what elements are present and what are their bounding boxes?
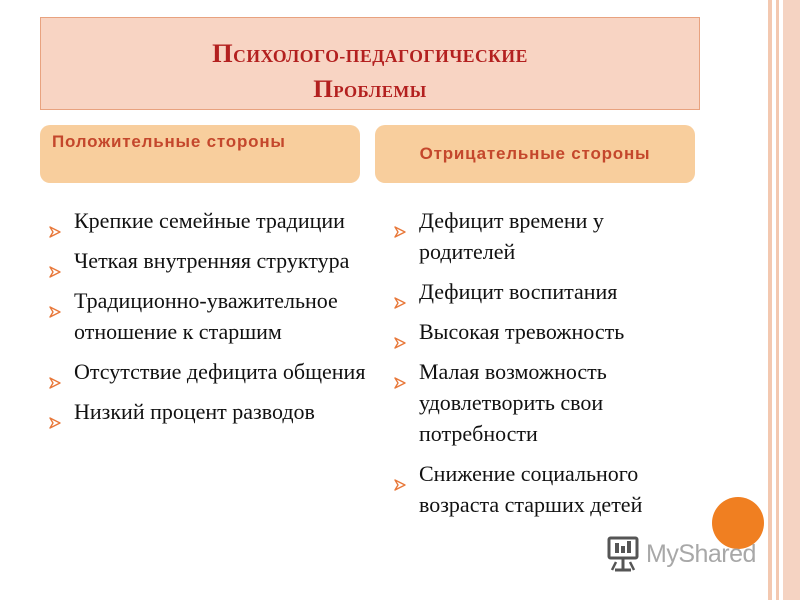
presentation-board-icon (606, 536, 640, 572)
list-item (48, 396, 368, 427)
arrowhead-bullet-icon (49, 255, 61, 267)
title-box (40, 17, 700, 110)
negative-sides-header-label: Отрицательные стороны (419, 144, 651, 163)
arrowhead-bullet-icon (394, 468, 406, 480)
negative-sides-list (393, 205, 703, 529)
arrowhead-bullet-icon (49, 215, 61, 227)
negative-sides-header (375, 125, 695, 183)
list-item-text: Низкий процент разводов (74, 399, 315, 424)
watermark-text: MyShared (646, 539, 756, 568)
arrowhead-bullet-icon (394, 366, 406, 378)
list-item-text: Дефицит времени у родителей (419, 208, 604, 264)
arrowhead-bullet-icon (49, 406, 61, 418)
slide-title-line-2: ПРОБЛЕМЫ (313, 76, 427, 103)
positive-sides-header (40, 125, 360, 183)
positive-sides-header-label: Положительные стороны (52, 132, 286, 151)
list-item (393, 458, 703, 520)
list-item (393, 356, 703, 449)
list-item (48, 245, 368, 276)
positive-sides-list (48, 205, 368, 436)
list-item-text: Снижение социального возраста старших детей (419, 461, 643, 517)
arrowhead-bullet-icon (394, 286, 406, 298)
list-item-text: Малая возможность удовлетворить свои потребности (419, 359, 607, 446)
watermark-logo (606, 534, 768, 574)
decorative-stripe (768, 0, 772, 600)
list-item-text: Четкая внутренняя структура (74, 248, 350, 273)
list-item-text: Крепкие семейные традиции (74, 208, 345, 233)
arrowhead-bullet-icon (394, 326, 406, 338)
list-item (48, 205, 368, 236)
list-item-text: Отсутствие дефицита общения (74, 359, 366, 384)
list-item-text: Высокая тревожность (419, 319, 625, 344)
list-item (393, 316, 703, 347)
list-item-text: Традиционно-уважительное отношение к старшим (74, 288, 338, 344)
slide-title-line-1: ПСИХОЛОГО-ПЕДАГОГИЧЕСКИЕ (212, 38, 528, 68)
arrowhead-bullet-icon (394, 215, 406, 227)
list-item (393, 205, 703, 267)
list-item (393, 276, 703, 307)
decorative-stripe (776, 0, 779, 600)
arrowhead-bullet-icon (49, 366, 61, 378)
arrowhead-bullet-icon (49, 295, 61, 307)
list-item (48, 356, 368, 387)
list-item-text: Дефицит воспитания (419, 279, 618, 304)
list-item (48, 285, 368, 347)
decorative-stripe (783, 0, 800, 600)
